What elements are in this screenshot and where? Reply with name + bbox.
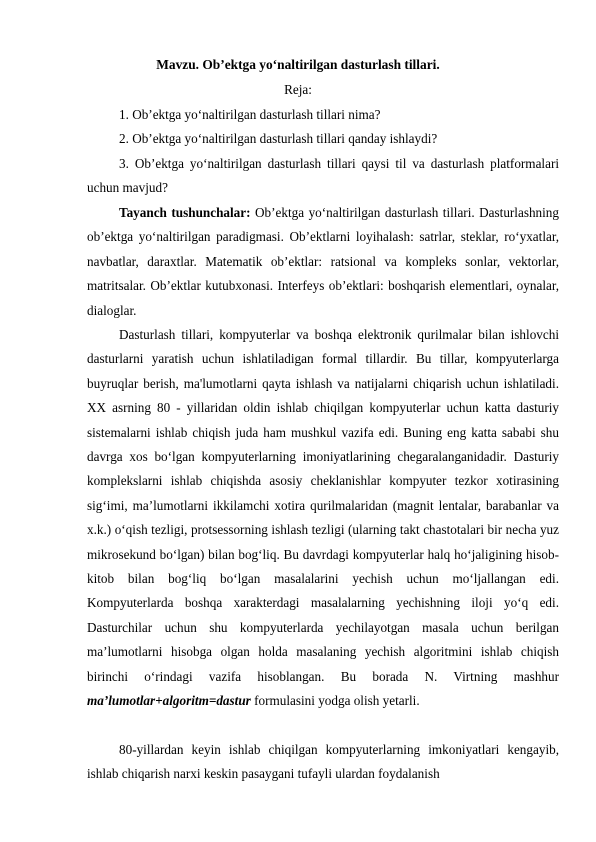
- paragraph-intro-text: Dasturlash tillari, kompyuterlar va boshqa elektronik qurilmalar bilan ishlovchi dasturlarni yaratish uchun ishlatiladigan formal tillardir. Bu tillar, kompyuterlarga buyruqlar berish, ma'lumotlarni qayta ishlash va natijalarni chiqarish uchun ishlatiladi. XX asrning 80 - yillaridan oldin ishlab chiqilgan kompyuterlar uchun katta dasturiy sistemalarni ishlab chiqish juda ham mushkul vazifa edi. Buning eng katta sababi shu davrga xos bo‘lgan kompyuterlarning imoniyatlarining chegaralanganidadir. Dasturiy komplekslarni ishlab chiqishda asosiy cheklanishlar kompyuter tezkor xotirasining sig‘imi, ma’lumotlarni ikkilamchi xotira qurilmalaridan (magnit lentalar, barabanlar va x.k.) o‘qish tezligi, protsessorning ishlash tezligi (ularning takt chastotalari bir necha yuz mikrosekund bo‘lgan) bilan bog‘liq. Bu davrdagi kompyuterlar halq ho‘jaligining hisob-kitob bilan bog‘liq bo‘lgan masalalarini yechish uchun mo‘ljallangan edi. Kompyuterlarda boshqa xarakterdagi masalalarning yechishning iloji yo‘q edi. Dasturchilar uchun shu kompyuterlarda yechilayotgan masala uchun berilgan ma’lumotlarni hisobga olgan holda masalaning yechish algoritmini ishlab chiqish birinchi o‘rindagi vazifa hisoblangan. Bu borada N. Virtning mashhur: [87, 327, 559, 684]
- plan-item-3: 3. Ob’ektga yo‘naltirilgan dasturlash tillari qaysi til va dasturlash platformalari uchun mavjud?: [87, 156, 559, 196]
- plan-item-2: 2. Ob’ektga yo‘naltirilgan dasturlash tillari qanday ishlaydi?: [119, 131, 438, 147]
- key-concepts-label: Tayanch tushunchalar:: [119, 205, 251, 220]
- paragraph-intro: [87, 323, 559, 714]
- paragraph-80s: 80-yillardan keyin ishlab chiqilgan kompyuterlarning imkoniyatlari kengayib, ishlab chiqarish narxi keskin pasaygani tufayli ulardan foydalanish: [87, 742, 559, 782]
- key-concepts-paragraph: [87, 201, 559, 323]
- key-concepts-text: Ob’ektga yo‘naltirilgan dasturlash tillari. Dasturlashning ob’ektga yo‘naltirilgan paradigmasi. Ob’ektlarni loyihalash: satrlar, steklar, ro‘yxatlar, navbatlar, daraxtlar. Matematik ob’ektlar: ratsional va kompleks sonlar, vektorlar, matritsalar. Ob’ektlar kutubxonasi. Interfeys ob’ektlari: boshqarish elementlari, oynalar, dialoglar.: [87, 205, 559, 318]
- plan-list: [119, 103, 559, 152]
- wirth-formula: ma’lumotlar+algoritm=dastur: [87, 693, 251, 709]
- plan-item-1: 1. Ob’ektga yo‘naltirilgan dasturlash tillari nima?: [119, 107, 381, 122]
- page-title: Mavzu. Ob’ektga yo‘naltirilgan dasturlash tillari.: [156, 57, 440, 72]
- paragraph-intro-end: formulasini yodga olish yetarli.: [250, 693, 420, 709]
- plan-heading: Reja:: [284, 82, 312, 97]
